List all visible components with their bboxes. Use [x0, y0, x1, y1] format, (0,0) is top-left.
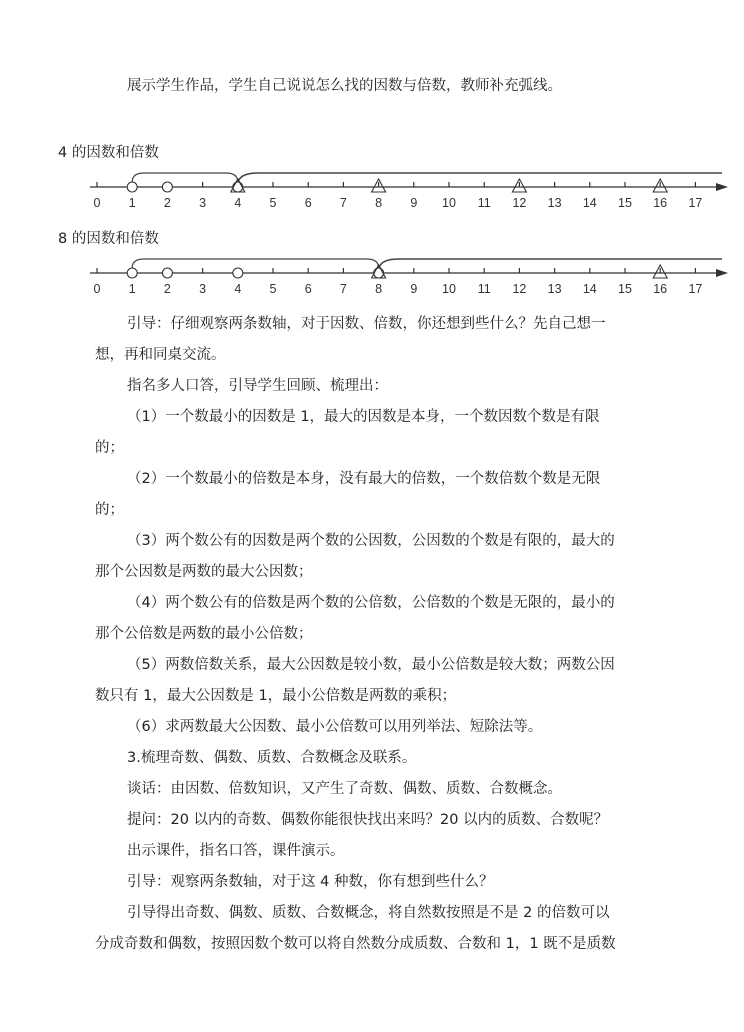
item-5a: （5）两数倍数关系，最大公因数是较小数，最小公倍数是较大数；两数公因	[127, 657, 615, 673]
tick-label: 6	[304, 196, 312, 210]
tick-label: 0	[93, 196, 101, 210]
number-line-4	[0, 162, 744, 214]
tick-label: 4	[234, 196, 242, 210]
number-line-8	[0, 248, 744, 300]
factor-circle	[162, 182, 172, 192]
factor-circle	[127, 182, 137, 192]
factor-circle	[233, 182, 243, 192]
paragraph-show: 出示课件，指名口答，课件演示。	[127, 843, 345, 859]
tick-label: 0	[93, 282, 101, 296]
axis-title-4: 4 的因数和倍数	[58, 145, 159, 161]
tick-label: 9	[410, 282, 418, 296]
factor-circle	[233, 268, 243, 278]
item-2a: （2）一个数最小的倍数是本身，没有最大的倍数，一个数倍数个数是无限	[127, 471, 601, 487]
paragraph-guide-1b: 想，再和同桌交流。	[95, 347, 226, 363]
tick-label: 11	[477, 282, 491, 296]
item-1b: 的；	[95, 440, 124, 456]
multiples-line	[379, 259, 722, 269]
paragraph-talk: 谈话：由因数、倍数知识，又产生了奇数、偶数、质数、合数概念。	[127, 781, 562, 797]
tick-label: 13	[547, 196, 562, 210]
tick-label: 7	[339, 196, 347, 210]
tick-label: 7	[339, 282, 347, 296]
tick-label: 12	[512, 196, 527, 210]
tick-label: 1	[128, 282, 136, 296]
tick-label: 9	[410, 196, 418, 210]
tick-label: 10	[442, 282, 456, 296]
tick-label: 8	[375, 196, 383, 210]
item-2b: 的；	[95, 502, 124, 518]
intro-text: 展示学生作品，学生自己说说怎么找的因数与倍数，教师补充弧线。	[127, 78, 562, 94]
factor-circle	[162, 268, 172, 278]
axis-arrow	[716, 269, 728, 277]
tick-label: 14	[582, 196, 597, 210]
factor-circle	[127, 268, 137, 278]
paragraph-ask: 提问：20 以内的奇数、偶数你能很快找出来吗？20 以内的质数、合数呢？	[127, 812, 609, 828]
tick-label: 8	[375, 282, 383, 296]
item-4b: 那个公倍数是两数的最小公倍数；	[95, 626, 313, 642]
item-3b: 那个公因数是两数的最大公因数；	[95, 564, 313, 580]
paragraph-last-b: 分成奇数和偶数，按照因数个数可以将自然数分成质数、合数和 1，1 既不是质数	[95, 936, 616, 952]
tick-label: 15	[618, 282, 632, 296]
tick-label: 4	[234, 282, 242, 296]
tick-label: 1	[128, 196, 136, 210]
paragraph-guide-2: 引导：观察两条数轴，对于这 4 种数，你有想到些什么？	[127, 874, 494, 890]
tick-label: 11	[477, 196, 491, 210]
tick-label: 10	[442, 196, 456, 210]
axis-title-8: 8 的因数和倍数	[58, 231, 159, 247]
tick-label: 15	[618, 196, 632, 210]
tick-label: 12	[512, 282, 527, 296]
tick-label: 3	[199, 282, 207, 296]
tick-label: 17	[688, 282, 703, 296]
tick-label: 16	[653, 196, 668, 210]
paragraph-answer: 指名多人口答，引导学生回顾、梳理出：	[127, 378, 388, 394]
tick-label: 6	[304, 282, 312, 296]
item-5b: 数只有 1，最大公因数是 1，最小公倍数是两数的乘积；	[95, 688, 457, 704]
item-1a: （1）一个数最小的因数是 1，最大的因数是本身，一个数因数个数是有限	[127, 409, 600, 425]
tick-label: 2	[163, 196, 171, 210]
tick-label: 5	[269, 196, 277, 210]
item-6: （6）求两数最大公因数、最小公倍数可以用列举法、短除法等。	[127, 719, 543, 735]
paragraph-guide-1a: 引导：仔细观察两条数轴，对于因数、倍数，你还想到些什么？先自己想一	[127, 316, 606, 332]
tick-label: 14	[582, 282, 597, 296]
tick-label: 17	[688, 196, 703, 210]
item-4a: （4）两个数公有的倍数是两个数的公倍数，公倍数的个数是无限的，最小的	[127, 595, 615, 611]
tick-label: 3	[199, 196, 207, 210]
tick-label: 16	[653, 282, 668, 296]
factor-arc	[132, 259, 378, 268]
factor-circle	[374, 268, 384, 278]
tick-label: 5	[269, 282, 277, 296]
tick-label: 13	[547, 282, 562, 296]
paragraph-last-a: 引导得出奇数、偶数、质数、合数概念，将自然数按照是不是 2 的倍数可以	[127, 905, 610, 921]
multiples-line	[238, 173, 722, 183]
item-3a: （3）两个数公有的因数是两个数的公因数，公因数的个数是有限的，最大的	[127, 533, 615, 549]
factor-arc	[132, 173, 238, 182]
axis-arrow	[716, 183, 728, 191]
section-3-heading: 3.梳理奇数、偶数、质数、合数概念及联系。	[127, 750, 417, 766]
tick-label: 2	[163, 282, 171, 296]
